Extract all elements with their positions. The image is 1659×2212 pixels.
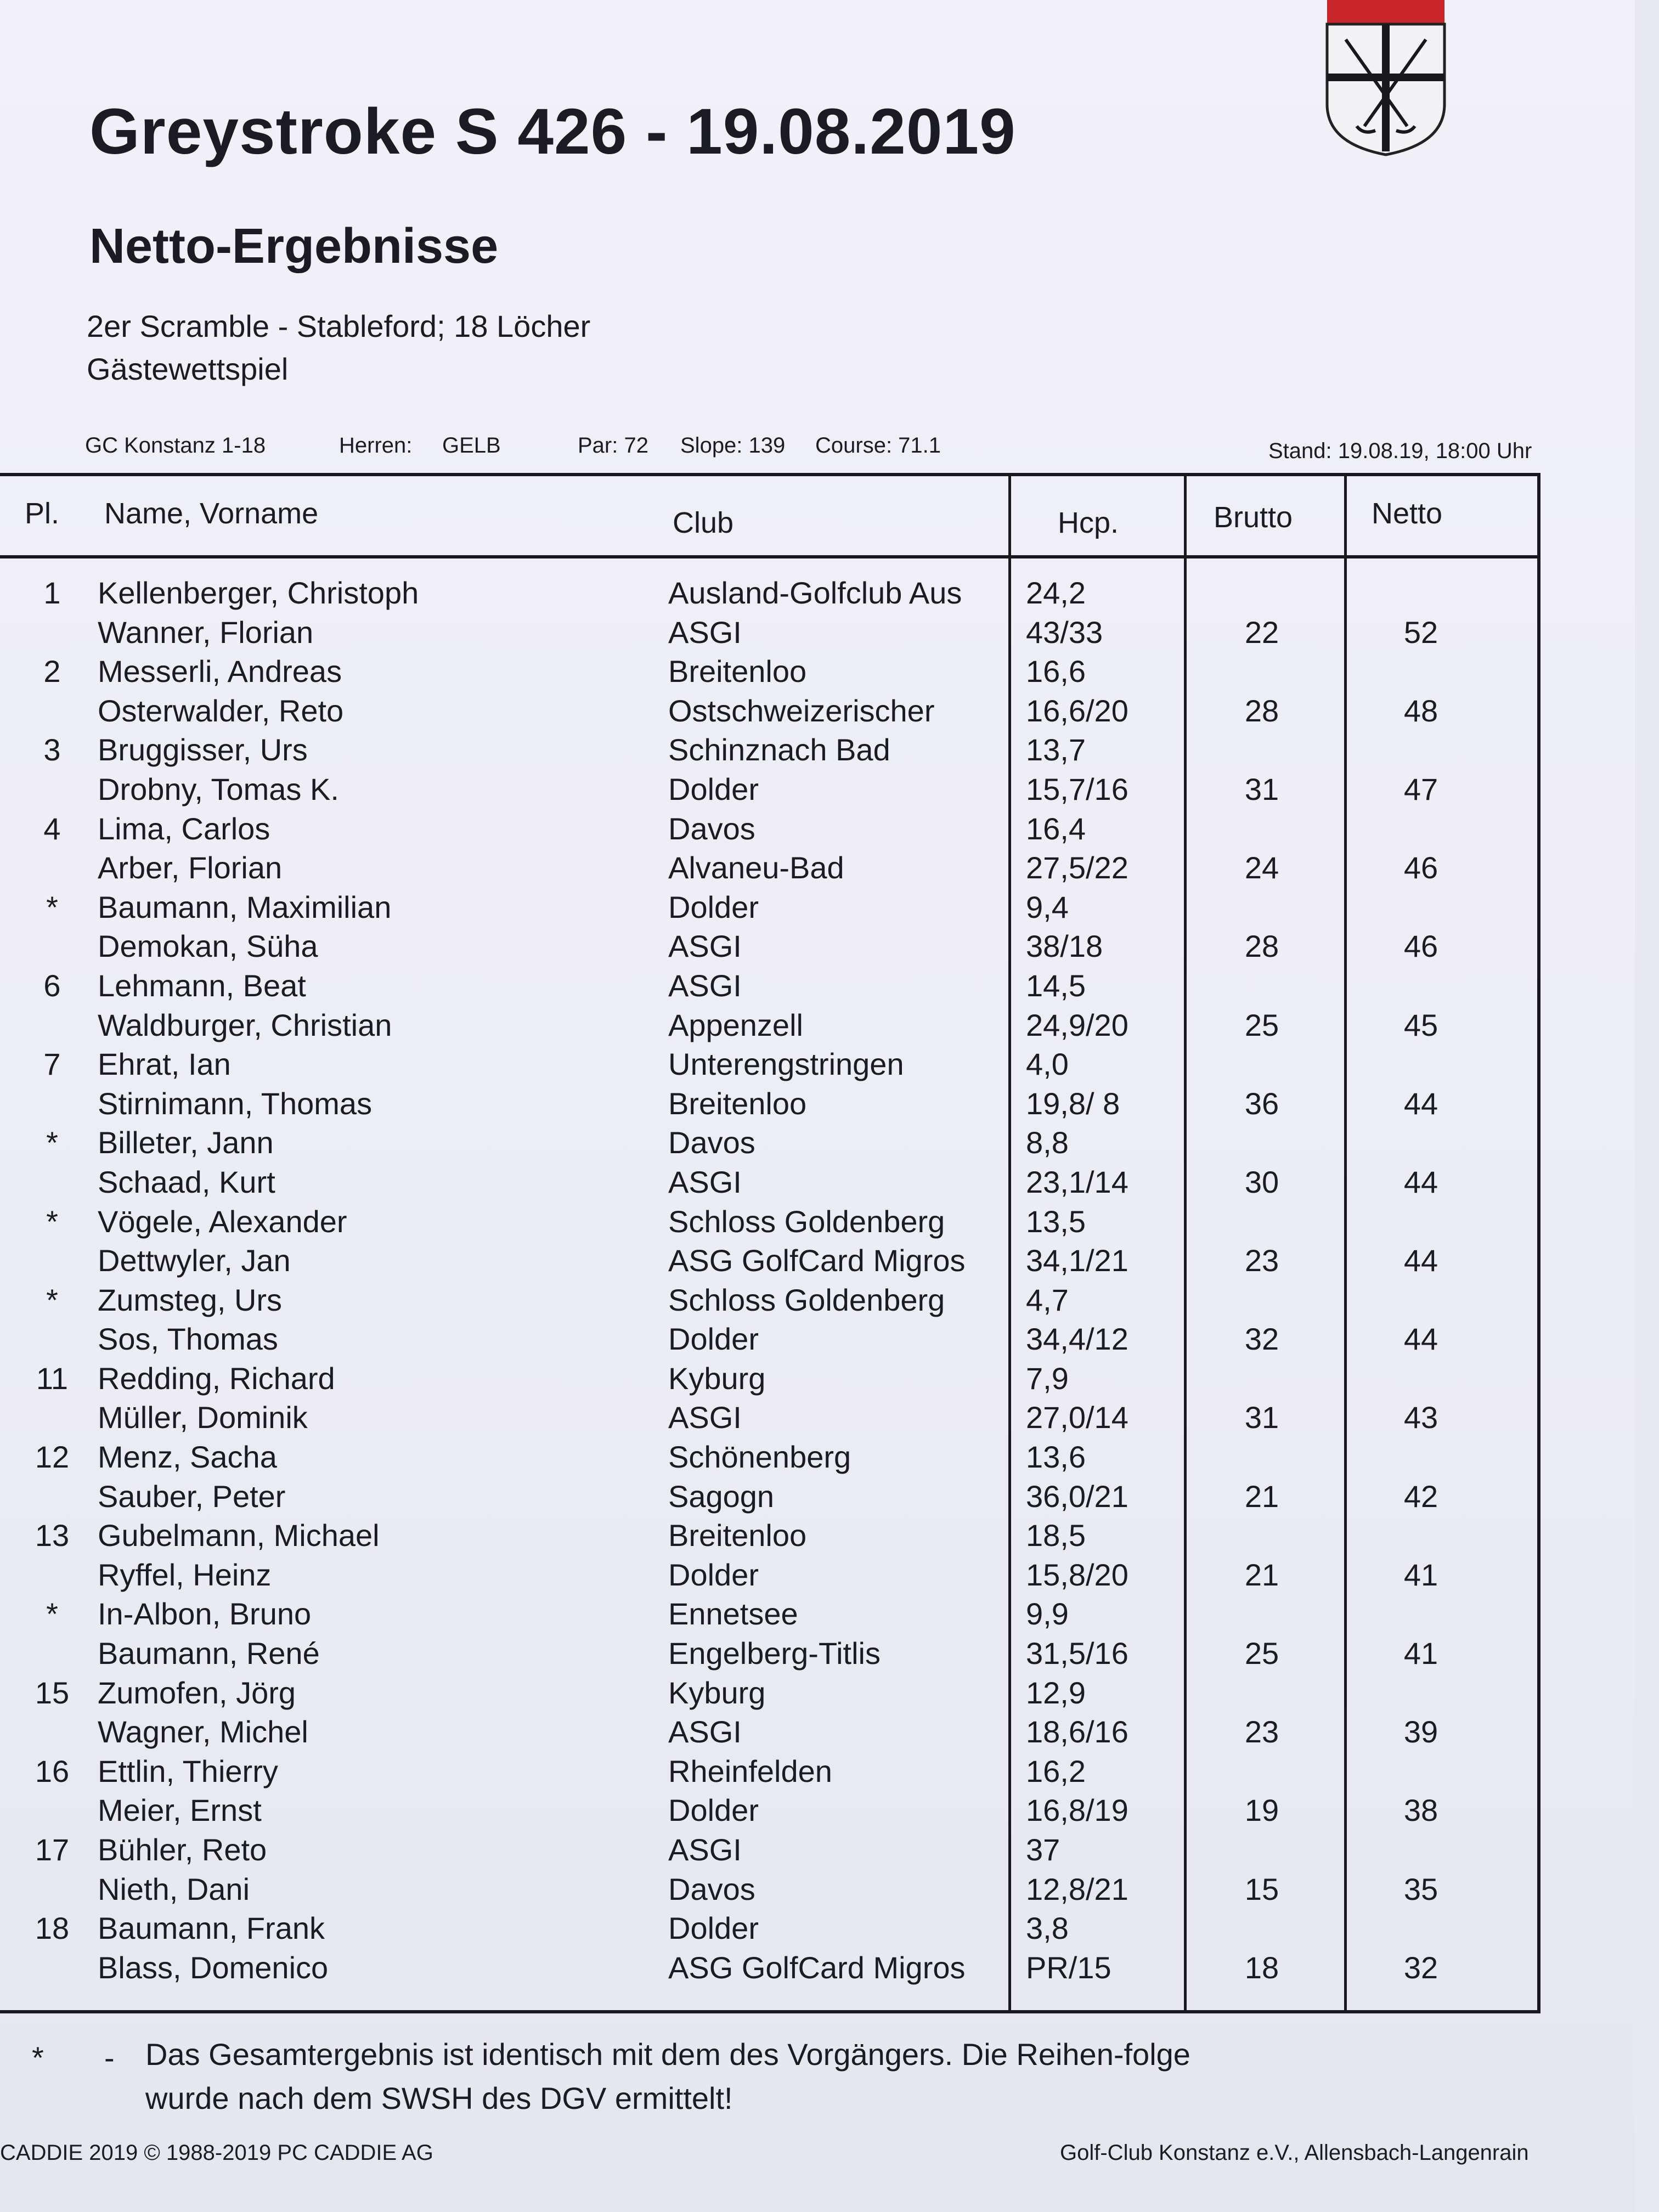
cell-hcp: 27,0/14 bbox=[1026, 1400, 1128, 1435]
cell-name: Redding, Richard bbox=[98, 1361, 335, 1396]
cell-club: Ostschweizerischer bbox=[668, 693, 935, 728]
cell-club: ASGI bbox=[668, 1164, 742, 1199]
cell-club: Appenzell bbox=[668, 1007, 803, 1042]
cell-club: Breitenloo bbox=[668, 1086, 807, 1121]
cell-hcp: 18,5 bbox=[1026, 1518, 1086, 1553]
page-title: Greystroke S 426 - 19.08.2019 bbox=[89, 95, 1016, 168]
cell-hcp: 7,9 bbox=[1026, 1361, 1069, 1396]
cell-name: Baumann, Frank bbox=[98, 1911, 325, 1946]
cell-hcp: 37 bbox=[1026, 1832, 1060, 1867]
cell-place: 1 bbox=[43, 575, 61, 610]
cell-club: ASGI bbox=[668, 1714, 742, 1750]
cell-netto: 46 bbox=[1403, 929, 1438, 964]
cell-netto: 45 bbox=[1403, 1007, 1438, 1042]
table-row bbox=[0, 730, 1541, 770]
cell-name: Lehmann, Beat bbox=[98, 968, 306, 1003]
cell-place: * bbox=[46, 1125, 58, 1160]
cell-hcp: 18,6/16 bbox=[1026, 1714, 1128, 1750]
cell-name: Kellenberger, Christoph bbox=[98, 575, 419, 610]
cell-place: * bbox=[46, 1596, 58, 1632]
table-row bbox=[0, 770, 1541, 809]
cell-name: Bruggisser, Urs bbox=[98, 732, 308, 768]
cell-club: ASGI bbox=[668, 1832, 742, 1867]
cell-name: Lima, Carlos bbox=[98, 811, 270, 846]
cell-club: Ausland-Golfclub Aus bbox=[668, 575, 962, 610]
cell-club: Schinznach Bad bbox=[668, 732, 890, 768]
cell-hcp: 15,7/16 bbox=[1026, 771, 1128, 806]
cell-hcp: 9,4 bbox=[1026, 889, 1069, 924]
cell-name: Schaad, Kurt bbox=[98, 1164, 275, 1199]
table-row bbox=[0, 1634, 1541, 1673]
footnote-marker: * bbox=[32, 2040, 44, 2075]
cell-place: 11 bbox=[36, 1361, 69, 1396]
cell-club: ASGI bbox=[668, 968, 742, 1003]
table-row bbox=[0, 1555, 1541, 1595]
table-row bbox=[0, 652, 1541, 691]
table-row bbox=[0, 1594, 1541, 1634]
cell-club: ASGI bbox=[668, 1400, 742, 1435]
cell-place: 12 bbox=[35, 1440, 70, 1475]
cell-name: Dettwyler, Jan bbox=[98, 1243, 291, 1278]
cell-name: Sauber, Peter bbox=[98, 1479, 286, 1514]
cell-club: Schloss Goldenberg bbox=[668, 1204, 945, 1239]
course-rating: Course: 71.1 bbox=[815, 433, 941, 458]
cell-hcp: 3,8 bbox=[1026, 1911, 1069, 1946]
cell-club: Schloss Goldenberg bbox=[668, 1282, 945, 1317]
table-row bbox=[0, 1398, 1541, 1437]
cell-place: 3 bbox=[43, 732, 61, 768]
cell-brutto: 31 bbox=[1244, 1400, 1279, 1435]
cell-club: Dolder bbox=[668, 1557, 759, 1592]
cell-netto: 47 bbox=[1403, 771, 1438, 806]
cell-place: * bbox=[46, 889, 58, 924]
cell-netto: 52 bbox=[1403, 614, 1438, 650]
table-bottom-divider bbox=[0, 2010, 1541, 2013]
cell-club: Dolder bbox=[668, 1793, 759, 1828]
col-header-name: Name, Vorname bbox=[104, 497, 319, 530]
cell-name: Blass, Domenico bbox=[98, 1950, 329, 1985]
cell-hcp: PR/15 bbox=[1026, 1950, 1111, 1985]
cell-name: Ehrat, Ian bbox=[98, 1047, 231, 1082]
table-row bbox=[0, 1241, 1541, 1280]
cell-netto: 44 bbox=[1403, 1164, 1438, 1199]
cell-brutto: 28 bbox=[1244, 693, 1279, 728]
cell-club: Dolder bbox=[668, 1322, 759, 1357]
cell-hcp: 14,5 bbox=[1026, 968, 1086, 1003]
cell-hcp: 36,0/21 bbox=[1026, 1479, 1128, 1514]
table-row bbox=[0, 1712, 1541, 1752]
cell-place: 7 bbox=[43, 1047, 61, 1082]
cell-netto: 41 bbox=[1403, 1636, 1438, 1671]
cell-name: Demokan, Süha bbox=[98, 929, 318, 964]
cell-name: Zumofen, Jörg bbox=[98, 1675, 296, 1710]
cell-club: Unterengstringen bbox=[668, 1047, 904, 1082]
cell-brutto: 31 bbox=[1244, 771, 1279, 806]
cell-hcp: 31,5/16 bbox=[1026, 1636, 1128, 1671]
table-row bbox=[0, 966, 1541, 1006]
cell-name: Gubelmann, Michael bbox=[98, 1518, 380, 1553]
cell-place: * bbox=[46, 1204, 58, 1239]
cell-club: Alvaneu-Bad bbox=[668, 850, 844, 885]
table-row bbox=[0, 888, 1541, 927]
cell-hcp: 34,4/12 bbox=[1026, 1322, 1128, 1357]
cell-club: Breitenloo bbox=[668, 1518, 807, 1553]
cell-hcp: 27,5/22 bbox=[1026, 850, 1128, 885]
cell-hcp: 12,9 bbox=[1026, 1675, 1086, 1710]
cell-name: Vögele, Alexander bbox=[98, 1204, 347, 1239]
cell-name: Arber, Florian bbox=[98, 850, 283, 885]
table-row bbox=[0, 573, 1541, 613]
cell-hcp: 13,5 bbox=[1026, 1204, 1086, 1239]
cell-name: Ettlin, Thierry bbox=[98, 1753, 278, 1788]
table-row bbox=[0, 1202, 1541, 1242]
cell-hcp: 15,8/20 bbox=[1026, 1557, 1128, 1592]
table-row bbox=[0, 1752, 1541, 1791]
cell-netto: 43 bbox=[1403, 1400, 1438, 1435]
cell-brutto: 32 bbox=[1244, 1322, 1279, 1357]
cell-club: ASG GolfCard Migros bbox=[668, 1950, 966, 1985]
results-table-body bbox=[0, 573, 1541, 2000]
table-row bbox=[0, 809, 1541, 849]
cell-name: Ryffel, Heinz bbox=[98, 1557, 272, 1592]
cell-name: Stirnimann, Thomas bbox=[98, 1086, 373, 1121]
table-row bbox=[0, 1084, 1541, 1124]
cell-netto: 46 bbox=[1403, 850, 1438, 885]
table-row bbox=[0, 1477, 1541, 1516]
table-row bbox=[0, 1673, 1541, 1713]
cell-name: Wagner, Michel bbox=[98, 1714, 308, 1750]
competition-type: Gästewettspiel bbox=[87, 352, 289, 386]
cell-name: Messerli, Andreas bbox=[98, 654, 342, 689]
cell-name: Drobny, Tomas K. bbox=[98, 771, 339, 806]
table-row bbox=[0, 691, 1541, 731]
cell-name: Bühler, Reto bbox=[98, 1832, 267, 1867]
cell-club: Sagogn bbox=[668, 1479, 775, 1514]
cell-brutto: 21 bbox=[1244, 1557, 1279, 1592]
cell-brutto: 18 bbox=[1244, 1950, 1279, 1985]
cell-netto: 44 bbox=[1403, 1086, 1438, 1121]
cell-place: 4 bbox=[43, 811, 61, 846]
table-row bbox=[0, 1909, 1541, 1948]
cell-club: ASGI bbox=[668, 614, 742, 650]
cell-club: Engelberg-Titlis bbox=[668, 1636, 881, 1671]
table-row bbox=[0, 1319, 1541, 1359]
course-name: GC Konstanz 1-18 bbox=[85, 433, 266, 458]
slope-value: Slope: 139 bbox=[680, 433, 786, 458]
cell-hcp: 16,2 bbox=[1026, 1753, 1086, 1788]
footer-club: Golf-Club Konstanz e.V., Allensbach-Langenrain bbox=[1060, 2141, 1529, 2165]
cell-club: Davos bbox=[668, 1871, 755, 1906]
cell-name: Nieth, Dani bbox=[98, 1871, 250, 1906]
table-row bbox=[0, 927, 1541, 966]
cell-brutto: 15 bbox=[1244, 1871, 1279, 1906]
col-header-brutto: Brutto bbox=[1214, 501, 1293, 534]
table-row bbox=[0, 1516, 1541, 1555]
cell-club: Davos bbox=[668, 811, 755, 846]
cell-club: Kyburg bbox=[668, 1361, 766, 1396]
table-row bbox=[0, 1163, 1541, 1202]
cell-netto: 48 bbox=[1403, 693, 1438, 728]
cell-club: Breitenloo bbox=[668, 654, 807, 689]
cell-netto: 44 bbox=[1403, 1322, 1438, 1357]
club-crest-icon bbox=[1325, 0, 1447, 156]
cell-netto: 32 bbox=[1403, 1950, 1438, 1985]
cell-netto: 41 bbox=[1403, 1557, 1438, 1592]
cell-brutto: 19 bbox=[1244, 1793, 1279, 1828]
table-row bbox=[0, 1006, 1541, 1045]
cell-hcp: 13,6 bbox=[1026, 1440, 1086, 1475]
cell-place: * bbox=[46, 1282, 58, 1317]
cell-club: ASGI bbox=[668, 929, 742, 964]
cell-name: Zumsteg, Urs bbox=[98, 1282, 283, 1317]
table-row bbox=[0, 1791, 1541, 1830]
cell-hcp: 24,9/20 bbox=[1026, 1007, 1128, 1042]
cell-club: Dolder bbox=[668, 889, 759, 924]
cell-hcp: 34,1/21 bbox=[1026, 1243, 1128, 1278]
cell-place: 6 bbox=[43, 968, 61, 1003]
table-row bbox=[0, 848, 1541, 888]
cell-club: Davos bbox=[668, 1125, 755, 1160]
cell-hcp: 38/18 bbox=[1026, 929, 1103, 964]
cell-brutto: 23 bbox=[1244, 1714, 1279, 1750]
par-value: Par: 72 bbox=[578, 433, 648, 458]
cell-place: 15 bbox=[35, 1675, 70, 1710]
cell-brutto: 24 bbox=[1244, 850, 1279, 885]
table-row bbox=[0, 1280, 1541, 1320]
cell-hcp: 16,8/19 bbox=[1026, 1793, 1128, 1828]
table-row bbox=[0, 1948, 1541, 1988]
footnote-text: Das Gesamtergebnis ist identisch mit dem des Vorgängers. Die Reihen-folge wurde nach dem SWSH des DGV ermittelt! bbox=[145, 2037, 1190, 2115]
tee-color: GELB bbox=[442, 433, 501, 458]
cell-hcp: 4,7 bbox=[1026, 1282, 1069, 1317]
cell-name: Menz, Sacha bbox=[98, 1440, 277, 1475]
cell-name: Billeter, Jann bbox=[98, 1125, 274, 1160]
table-row bbox=[0, 1045, 1541, 1084]
col-header-hcp: Hcp. bbox=[1058, 506, 1119, 539]
cell-hcp: 43/33 bbox=[1026, 614, 1103, 650]
cell-place: 18 bbox=[35, 1911, 70, 1946]
cell-name: Baumann, René bbox=[98, 1636, 320, 1671]
game-format: 2er Scramble - Stableford; 18 Löcher bbox=[87, 309, 591, 343]
cell-netto: 35 bbox=[1403, 1871, 1438, 1906]
cell-name: Sos, Thomas bbox=[98, 1322, 278, 1357]
cell-hcp: 19,8/ 8 bbox=[1026, 1086, 1120, 1121]
footer-copyright: CADDIE 2019 © 1988-2019 PC CADDIE AG bbox=[0, 2141, 433, 2165]
cell-place: 17 bbox=[35, 1832, 70, 1867]
tee-label: Herren: bbox=[339, 433, 413, 458]
cell-brutto: 22 bbox=[1244, 614, 1279, 650]
cell-hcp: 24,2 bbox=[1026, 575, 1086, 610]
cell-brutto: 21 bbox=[1244, 1479, 1279, 1514]
cell-club: Rheinfelden bbox=[668, 1753, 832, 1788]
cell-netto: 39 bbox=[1403, 1714, 1438, 1750]
table-row bbox=[0, 1359, 1541, 1398]
cell-hcp: 16,6/20 bbox=[1026, 693, 1128, 728]
cell-place: 16 bbox=[35, 1753, 70, 1788]
page-subtitle: Netto-Ergebnisse bbox=[89, 219, 499, 274]
cell-hcp: 12,8/21 bbox=[1026, 1871, 1128, 1906]
cell-hcp: 13,7 bbox=[1026, 732, 1086, 768]
cell-hcp: 4,0 bbox=[1026, 1047, 1069, 1082]
cell-hcp: 23,1/14 bbox=[1026, 1164, 1128, 1199]
cell-netto: 38 bbox=[1403, 1793, 1438, 1828]
cell-netto: 44 bbox=[1403, 1243, 1438, 1278]
cell-club: Dolder bbox=[668, 771, 759, 806]
cell-brutto: 25 bbox=[1244, 1636, 1279, 1671]
cell-name: Wanner, Florian bbox=[98, 614, 314, 650]
status-timestamp: Stand: 19.08.19, 18:00 Uhr bbox=[1268, 439, 1532, 463]
cell-club: ASG GolfCard Migros bbox=[668, 1243, 966, 1278]
cell-brutto: 25 bbox=[1244, 1007, 1279, 1042]
cell-netto: 42 bbox=[1403, 1479, 1438, 1514]
cell-club: Kyburg bbox=[668, 1675, 766, 1710]
cell-hcp: 16,6 bbox=[1026, 654, 1086, 689]
cell-brutto: 28 bbox=[1244, 929, 1279, 964]
cell-brutto: 36 bbox=[1244, 1086, 1279, 1121]
cell-club: Schönenberg bbox=[668, 1440, 851, 1475]
cell-brutto: 30 bbox=[1244, 1164, 1279, 1199]
cell-name: Osterwalder, Reto bbox=[98, 693, 344, 728]
cell-place: 2 bbox=[43, 654, 61, 689]
table-row bbox=[0, 1830, 1541, 1870]
cell-name: Waldburger, Christian bbox=[98, 1007, 392, 1042]
header-divider bbox=[0, 555, 1541, 558]
cell-name: In-Albon, Bruno bbox=[98, 1596, 312, 1632]
footnote-dash: - bbox=[104, 2040, 115, 2075]
cell-place: 13 bbox=[35, 1518, 70, 1553]
cell-hcp: 8,8 bbox=[1026, 1125, 1069, 1160]
table-row bbox=[0, 1870, 1541, 1909]
col-header-netto: Netto bbox=[1372, 497, 1443, 530]
col-header-club: Club bbox=[673, 506, 734, 539]
cell-name: Müller, Dominik bbox=[98, 1400, 308, 1435]
cell-hcp: 9,9 bbox=[1026, 1596, 1069, 1632]
table-row bbox=[0, 1123, 1541, 1163]
cell-name: Meier, Ernst bbox=[98, 1793, 262, 1828]
cell-hcp: 16,4 bbox=[1026, 811, 1086, 846]
table-row bbox=[0, 1437, 1541, 1477]
cell-club: Ennetsee bbox=[668, 1596, 798, 1632]
cell-name: Baumann, Maximilian bbox=[98, 889, 392, 924]
col-header-pl: Pl. bbox=[25, 497, 60, 530]
table-row bbox=[0, 613, 1541, 652]
cell-brutto: 23 bbox=[1244, 1243, 1279, 1278]
cell-club: Dolder bbox=[668, 1911, 759, 1946]
